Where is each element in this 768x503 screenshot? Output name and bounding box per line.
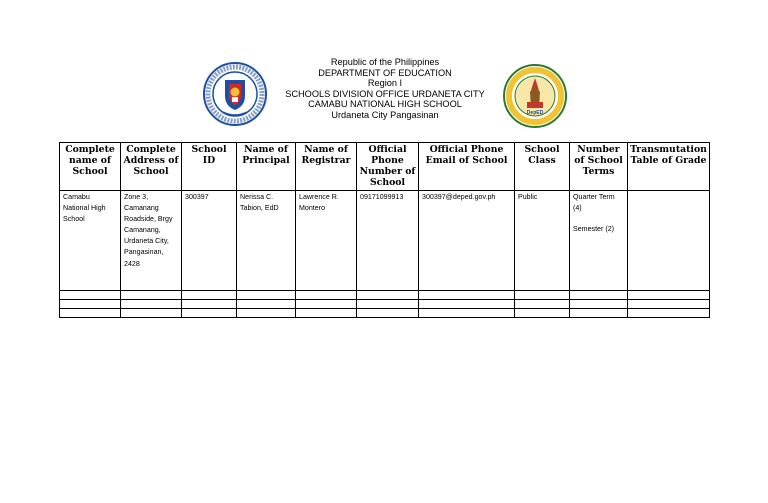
col-header-principal: Name of Principal	[237, 143, 296, 191]
col-header-address: Complete Address of School	[121, 143, 182, 191]
cell-school-name: Camabu National High School	[60, 191, 121, 291]
col-header-school-name: Complete name of School	[60, 143, 121, 191]
cell-principal: Nerissa C. Tabion, EdD	[237, 191, 296, 291]
terms-quarter: Quarter Term (4)	[573, 193, 615, 213]
header-school: CAMABU NATIONAL HIGH SCHOOL	[308, 99, 462, 110]
svg-text:DepED: DepED	[526, 110, 544, 116]
cell-terms	[570, 191, 628, 291]
col-header-transmutation: Transmutation Table of Grade	[628, 143, 710, 191]
col-header-school-class: School Class	[515, 143, 570, 191]
col-header-registrar: Name of Registrar	[296, 143, 357, 191]
table-row	[60, 191, 710, 291]
col-header-phone: Official Phone Number of School	[357, 143, 419, 191]
cell-school-class: Public	[515, 191, 570, 291]
header-department: DEPARTMENT OF EDUCATION	[318, 67, 452, 78]
header-republic: Republic of the Philippines	[330, 57, 440, 67]
cell-transmutation	[628, 191, 710, 291]
cell-school-id: 300397	[182, 191, 237, 291]
col-header-email: Official Phone Email of School	[419, 143, 515, 191]
cell-registrar: Lawrence R. Montero	[296, 191, 357, 291]
table-row-blank	[60, 291, 710, 300]
terms-semester: Semester (2)	[573, 225, 614, 234]
deped-seal-logo	[203, 62, 267, 126]
school-info-table	[59, 142, 710, 318]
division-seal-logo	[503, 64, 567, 128]
table-row-blank	[60, 309, 710, 318]
table-header-row	[60, 143, 710, 191]
table-row-blank	[60, 300, 710, 309]
cell-phone: 09171099913	[357, 191, 419, 291]
letterhead	[270, 57, 500, 121]
header-region: Region I	[367, 78, 403, 89]
header-location: Urdaneta City Pangasinan	[331, 109, 439, 120]
col-header-school-id: School ID	[182, 143, 237, 191]
cell-address: Zone 3, Camanang Roadside, Brgy Camanang, Urdaneta City, Pangasinan, 2428	[121, 191, 182, 291]
header-division: SCHOOLS DIVISION OFFICE URDANETA CITY	[285, 88, 485, 99]
cell-email: 300397@deped.gov.ph	[419, 191, 515, 291]
col-header-terms: Number of School Terms	[570, 143, 628, 191]
